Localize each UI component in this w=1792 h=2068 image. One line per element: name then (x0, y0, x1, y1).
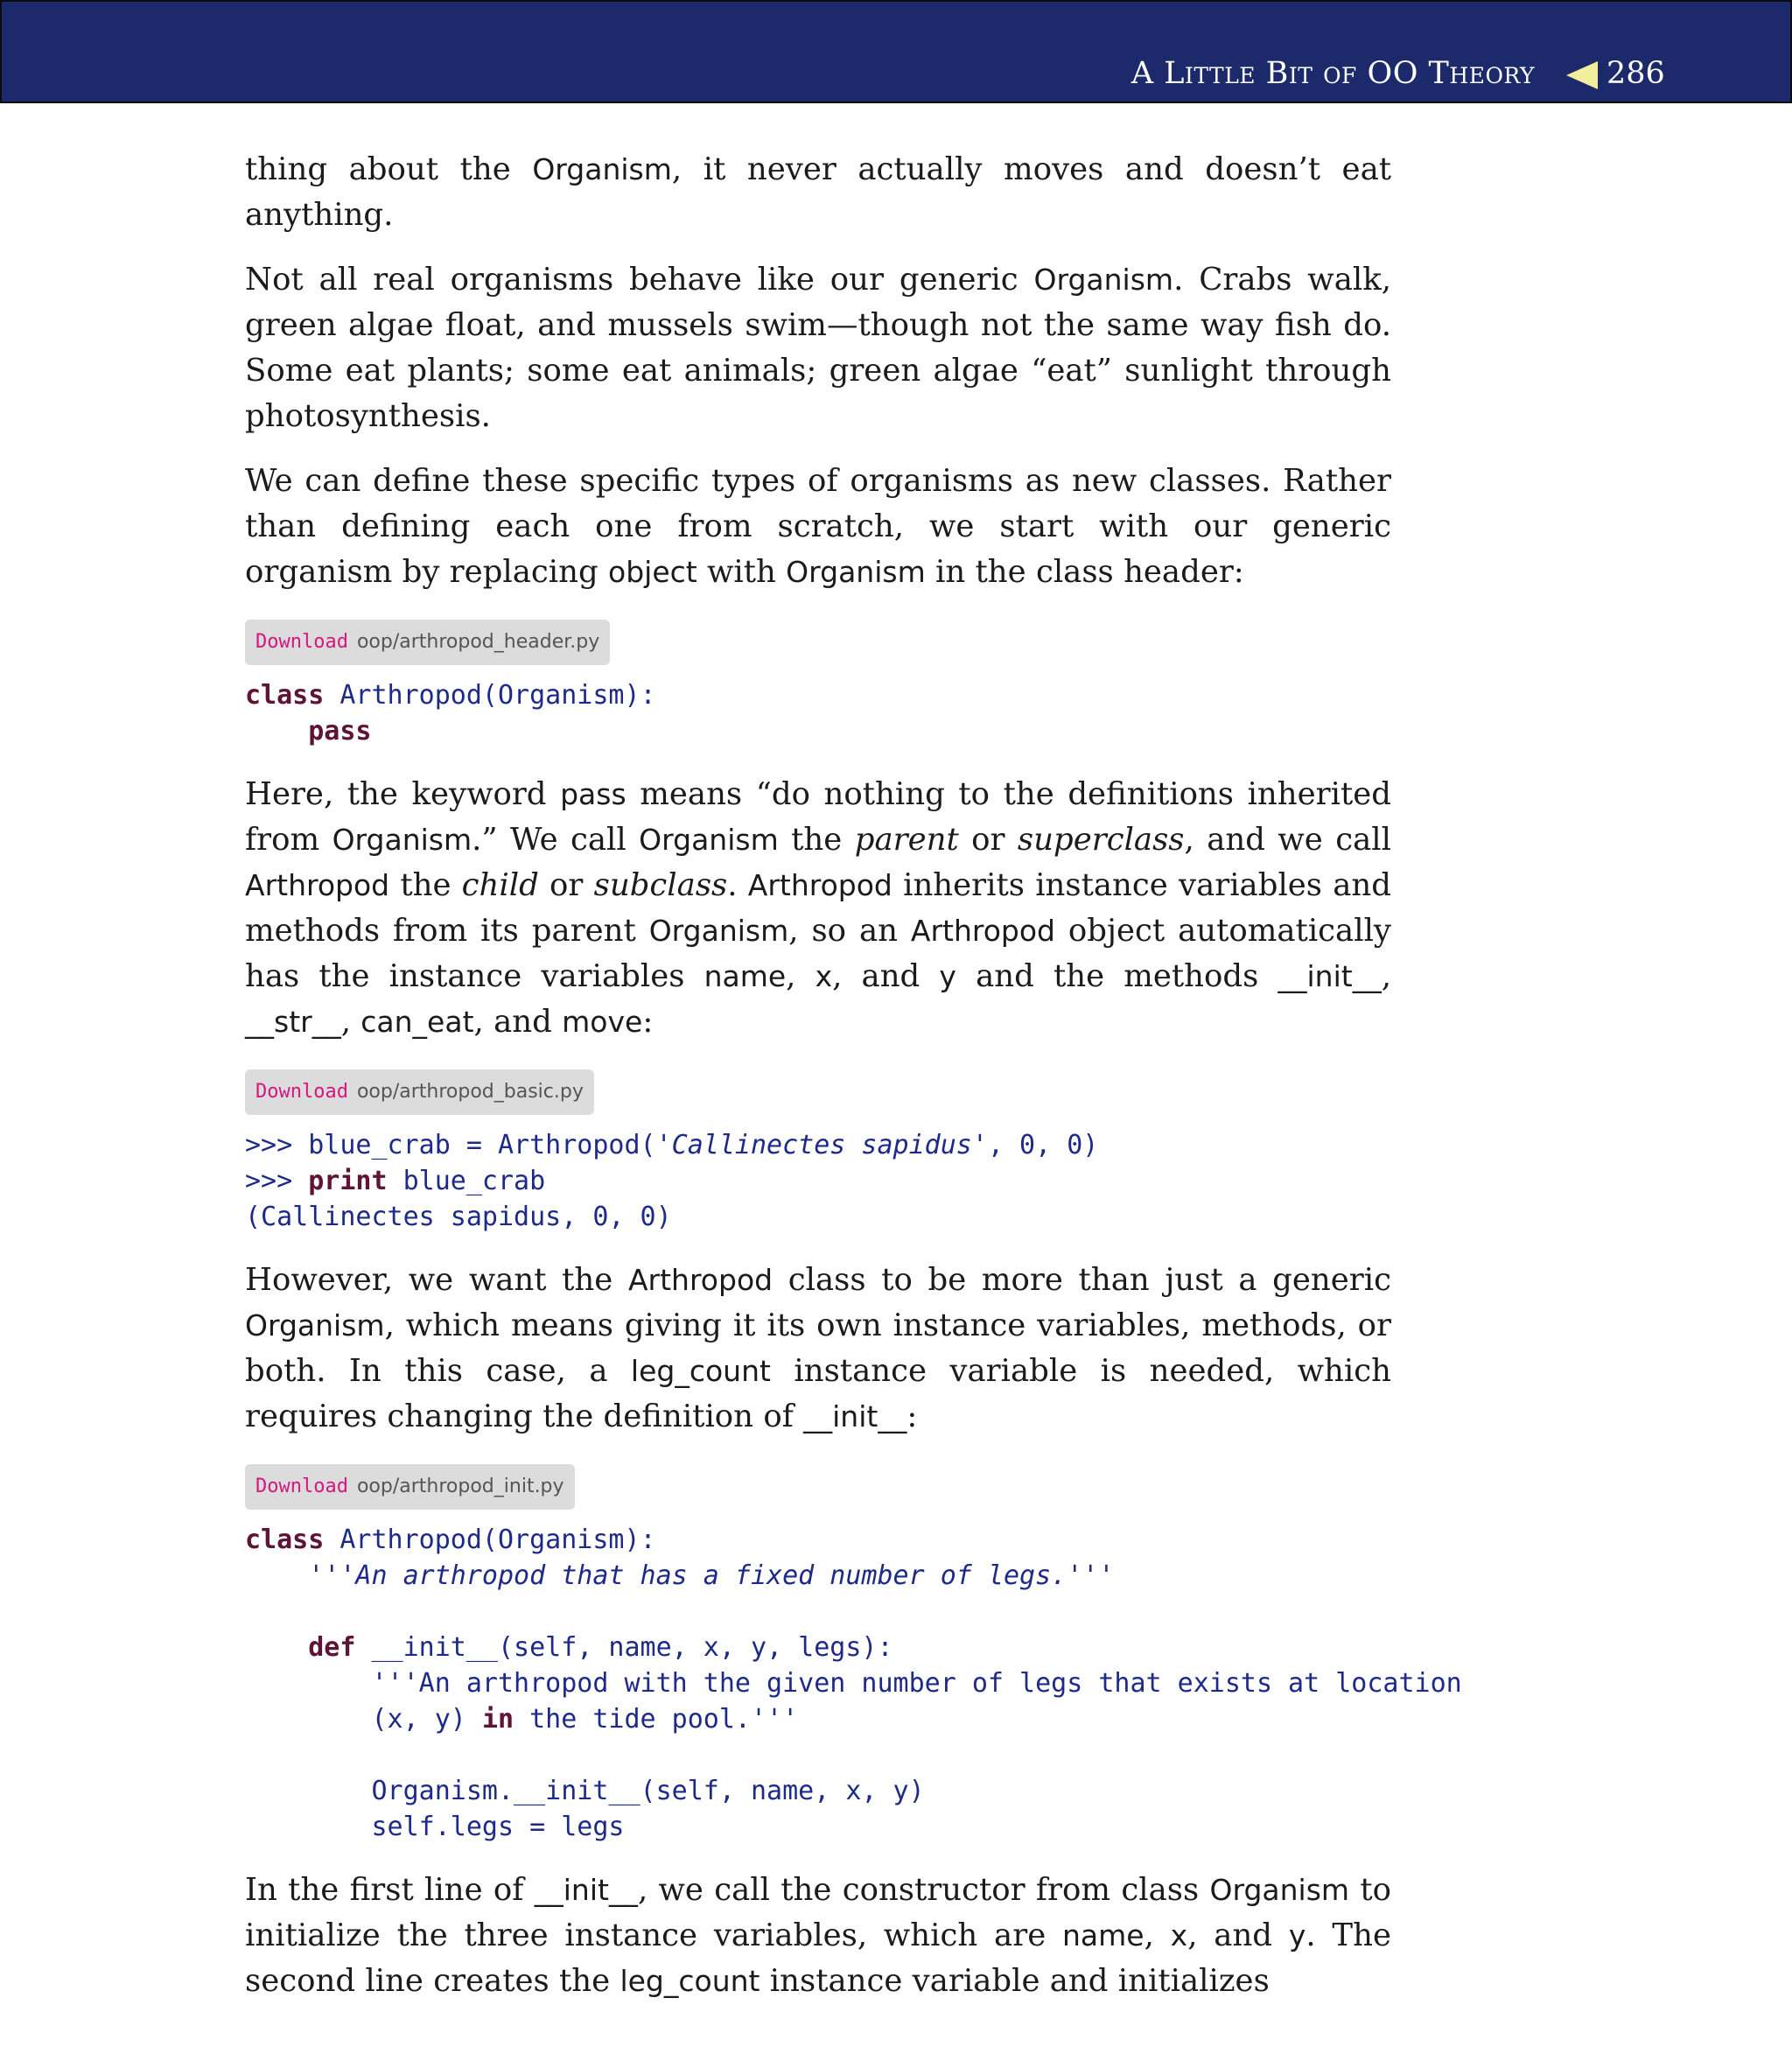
paragraph-4: Here, the keyword pass means “do nothing to the definitions inherited from Organism.” We call Organism the parent or superclass, and we call Arthropod the child or subclass. Arthropod inherits instance variables and methods from its parent Organism, so an Arthropod object automatically has the instance variables name, x, and y and the methods __init__, __str__, can_eat, and move: (245, 776, 1391, 1040)
paragraph-5: However, we want the Arthropod class to be more than just a generic Organism, which means giving it its own instance variables, methods, or both. In this case, a leg_count instance variable is needed, which requires changing the definition of __init__: (245, 1262, 1392, 1434)
paragraph-1: thing about the Organism, it never actually moves and doesn’t eat anything. (245, 151, 1391, 233)
download-link-arthropod-init[interactable]: Download oop/arthropod_init.py (245, 1464, 575, 1510)
running-title: A Little Bit of OO Theory (1130, 56, 1535, 91)
page-number: 286 (1606, 56, 1665, 91)
code-block-arthropod-header: class Arthropod(Organism): pass (245, 680, 656, 747)
paragraph-3: We can define these specific types of organisms as new classes. Rather than defining each one from scratch, we start with our generic organism by replacing object with Organism in the class header: (245, 463, 1391, 590)
code-block-arthropod-basic: >>> blue_crab = Arthropod('Callinectes sapidus', 0, 0) >>> print blue_crab (Callinectes sapidus, 0, 0) (245, 1130, 1099, 1232)
download-link-arthropod-header[interactable]: Download oop/arthropod_header.py (245, 620, 610, 665)
code-block-arthropod-init: class Arthropod(Organism): '''An arthropod that has a fixed number of legs.''' def __init__(self, name, x, y, legs): '''An arthropod with the given number of legs that exists at location (x, y) in the tide pool.''' Organism.__init__(self, name, x, y) self.legs = legs (245, 1525, 1462, 1842)
left-triangle-arrow-icon[interactable] (1566, 61, 1598, 89)
paragraph-2: Not all real organisms behave like our generic Organism. Crabs walk, green algae float, and mussels swim—though not the same way fish do. Some eat plants; some eat animals; green algae “eat” sunlight through photosynthesis. (245, 262, 1392, 434)
paragraph-6: In the first line of __init__, we call the constructor from class Organism to initialize the three instance variables, which are name, x, and y. The second line creates the leg_count instance variable and initializes (245, 1872, 1391, 1999)
page-body (245, 147, 1462, 2023)
download-link-arthropod-basic[interactable]: Download oop/arthropod_basic.py (245, 1069, 594, 1115)
running-header (0, 0, 1792, 103)
